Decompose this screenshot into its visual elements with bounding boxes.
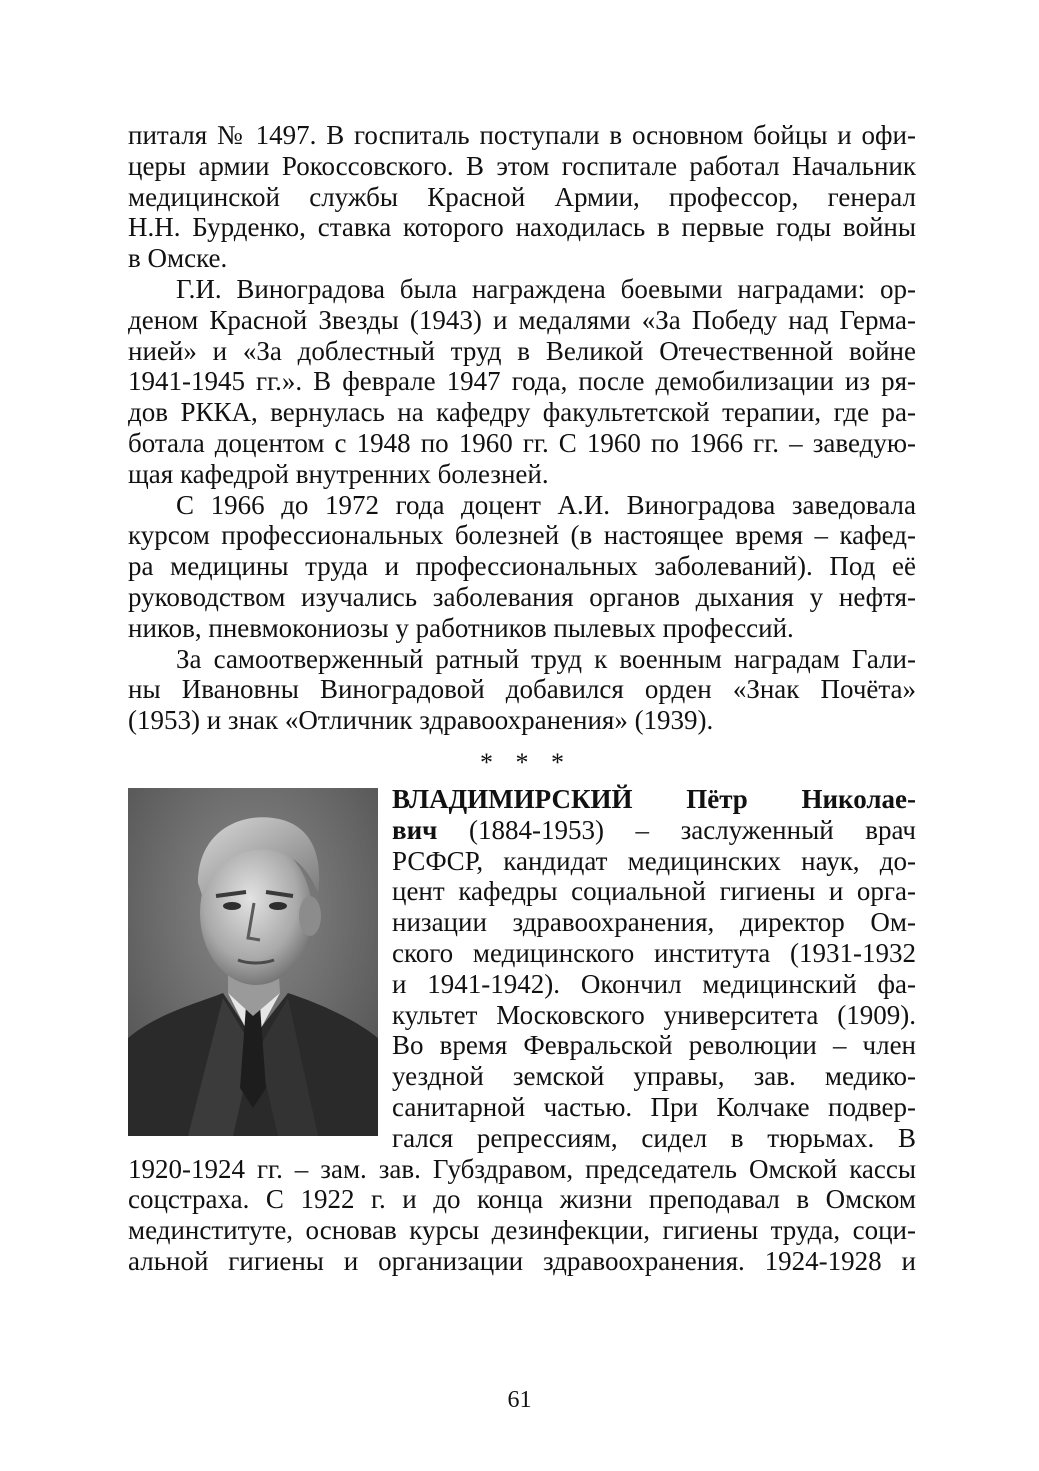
text-line: ников, пневмокониозы у работников пылевых профессий. (128, 612, 794, 643)
bio-name: ВЛАДИМИРСКИЙ Пётр Николае- (392, 783, 916, 814)
text-line: медицинской службы Красной Армии, профессор, генерал (128, 181, 916, 212)
text-line: Г.И. Виноградова была награждена боевыми наградами: ор- (176, 273, 916, 304)
text-line: питаля № 1497. В госпиталь поступали в основном бойцы и офи- (128, 120, 916, 150)
paragraph-1 (128, 120, 916, 274)
text-line: ского медицинского института (1931-1932 (392, 937, 916, 968)
text-line: уездной земской управы, зав. медико- (392, 1061, 916, 1092)
paragraph-4 (128, 644, 916, 736)
text-line: соцстраха. С 1922 г. и до конца жизни преподавал в Омском (128, 1184, 916, 1215)
text-line: церы армии Рокоссовского. В этом госпитале работал Начальник (128, 150, 916, 181)
text-line: щая кафедрой внутренних болезней. (128, 458, 549, 489)
text-line: низации здравоохранения, директор Ом- (392, 907, 916, 938)
text-line: в Омске. (128, 243, 228, 274)
text-line: Во время Февральской революции – член (392, 1030, 916, 1061)
bio-name-continued: вич (392, 814, 438, 845)
text-line: ны Ивановны Виноградовой добавился орден «Знак Почёта» (128, 674, 916, 705)
text-line: дов РККА, вернулась на кафедру факультетской терапии, где ра- (128, 397, 916, 428)
paragraph-3 (128, 490, 916, 644)
text-line: За самоотверженный ратный труд к военным наградам Гали- (176, 643, 916, 674)
text-line: санитарной частью. При Колчаке подвер- (392, 1091, 916, 1122)
portrait-photo (128, 788, 378, 1136)
text-line: мединституте, основав курсы дезинфекции, гигиены труда, соци- (128, 1215, 916, 1246)
section-separator: * * * (480, 747, 572, 777)
text-line: руководством изучались заболевания органов дыхания у нефтя- (128, 581, 916, 612)
page-body (128, 120, 916, 1277)
text-line: культет Московского университета (1909). (392, 999, 916, 1030)
text-line: 1941-1945 гг.». В феврале 1947 года, после демобилизации из ря- (128, 366, 916, 397)
text-line: С 1966 до 1972 года доцент А.И. Виноградова заведовала (176, 489, 916, 520)
text-line: деном Красной Звезды (1943) и медалями «За Победу над Герма- (128, 304, 916, 335)
text-line: 1920-1924 гг. – зам. зав. Губздравом, председатель Омской кассы (128, 1153, 916, 1184)
text-line: ботала доцентом с 1948 по 1960 гг. С 1960 по 1966 гг. – заведую- (128, 427, 916, 458)
bio-dates: (1884-1953) – заслуженный врач (437, 814, 916, 845)
text-line: Н.Н. Бурденко, ставка которого находилась в первые годы войны (128, 212, 916, 243)
text-line: нией» и «За доблестный труд в Великой Отечественной войне (128, 335, 916, 366)
page-number: 61 (507, 1387, 532, 1413)
paragraph-2 (128, 274, 916, 490)
text-line: цент кафедры социальной гигиены и орга- (392, 876, 916, 907)
biography-entry (128, 784, 916, 1277)
text-line: и 1941-1942). Окончил медицинский фа- (392, 968, 916, 999)
text-line: курсом профессиональных болезней (в настоящее время – кафед- (128, 520, 916, 551)
text-line: ра медицины труда и профессиональных заболеваний). Под её (128, 551, 916, 582)
text-line: (1953) и знак «Отличник здравоохранения» (1939). (128, 705, 714, 736)
text-line: РСФСР, кандидат медицинских наук, до- (392, 845, 916, 876)
text-line: альной гигиены и организации здравоохранения. 1924-1928 и (128, 1245, 916, 1276)
text-line: гался репрессиям, сидел в тюрьмах. В (392, 1122, 916, 1153)
